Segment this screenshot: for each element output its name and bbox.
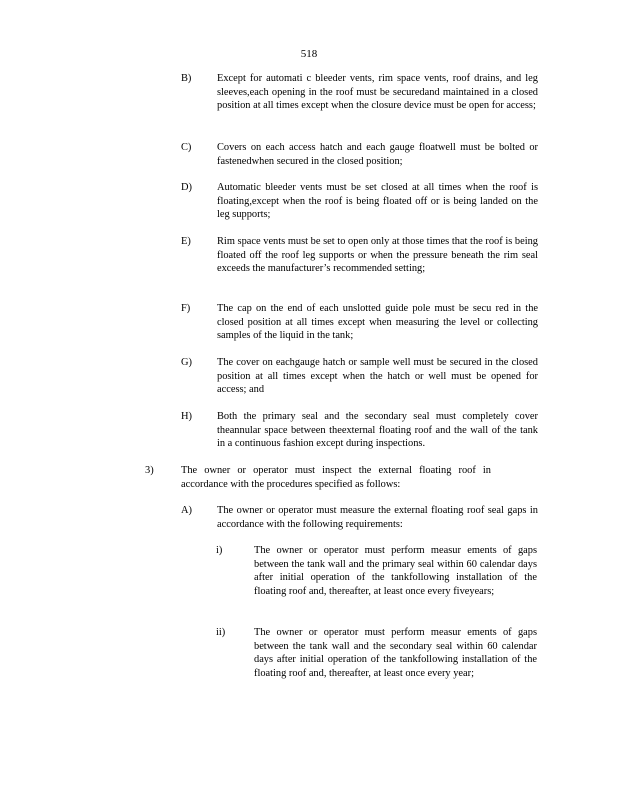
item-label: H) — [181, 411, 192, 422]
item-label: 3) — [145, 465, 154, 476]
item-text: Rim space vents must be set to open only at those times that the roof is being floated off the roof leg supports or when the pressure beneath the rim seal exceeds the manufacturer’s recommended setting; — [217, 236, 538, 275]
item-text: The owner or operator must inspect the external floating roof in accordance with the procedures specified as follows: — [181, 465, 491, 490]
item-text: The owner or operator must perform measur ements of gaps between the tank wall and the primary seal within 60 calendar days after initial operation of the tankfollowing installation of the floating roof and, thereafter, at least once every fiveyears; — [254, 545, 537, 597]
item-label: F) — [181, 303, 191, 314]
item-label: G) — [181, 357, 192, 368]
item-text: Except for automati c bleeder vents, rim space vents, roof drains, and leg sleeves,each opening in the roof must be securedand maintained in a closed position at all times except when the closure device must be open for access; — [217, 73, 538, 112]
item-text: The cap on the end of each unslotted guide pole must be secu red in the closed position at all times except when measuring the level or collecting samples of the liquid in the tank; — [217, 303, 538, 342]
item-label: D) — [181, 182, 192, 193]
item-label: E) — [181, 236, 191, 247]
item-text: Covers on each access hatch and each gauge floatwell must be bolted or fastenedwhen secured in the closed position; — [217, 142, 538, 167]
item-label: C) — [181, 142, 192, 153]
item-text: The cover on eachgauge hatch or sample well must be secured in the closed position at all times except when the hatch or well must be opened for access; and — [217, 357, 538, 396]
item-label: i) — [216, 545, 223, 556]
item-label: ii) — [216, 627, 226, 638]
item-label: A) — [181, 505, 192, 516]
item-label: B) — [181, 73, 192, 84]
item-text: Both the primary seal and the secondary seal must completely cover theannular space between theexternal floating roof and the wall of the tank in a continuous fashion except during inspections. — [217, 411, 538, 450]
page-number: 518 — [300, 48, 318, 60]
item-text: Automatic bleeder vents must be set closed at all times when the roof is floating,except when the roof is being floated off or is being landed on the leg supports; — [217, 182, 538, 221]
item-text: The owner or operator must perform measur ements of gaps between the tank wall and the secondary seal within 60 calendar days after initial operation of the tankfollowing installation of the floating roof and, thereafter, at least once every year; — [254, 627, 537, 679]
item-text: The owner or operator must measure the external floating roof seal gaps in accordance with the following requirements: — [217, 505, 538, 530]
